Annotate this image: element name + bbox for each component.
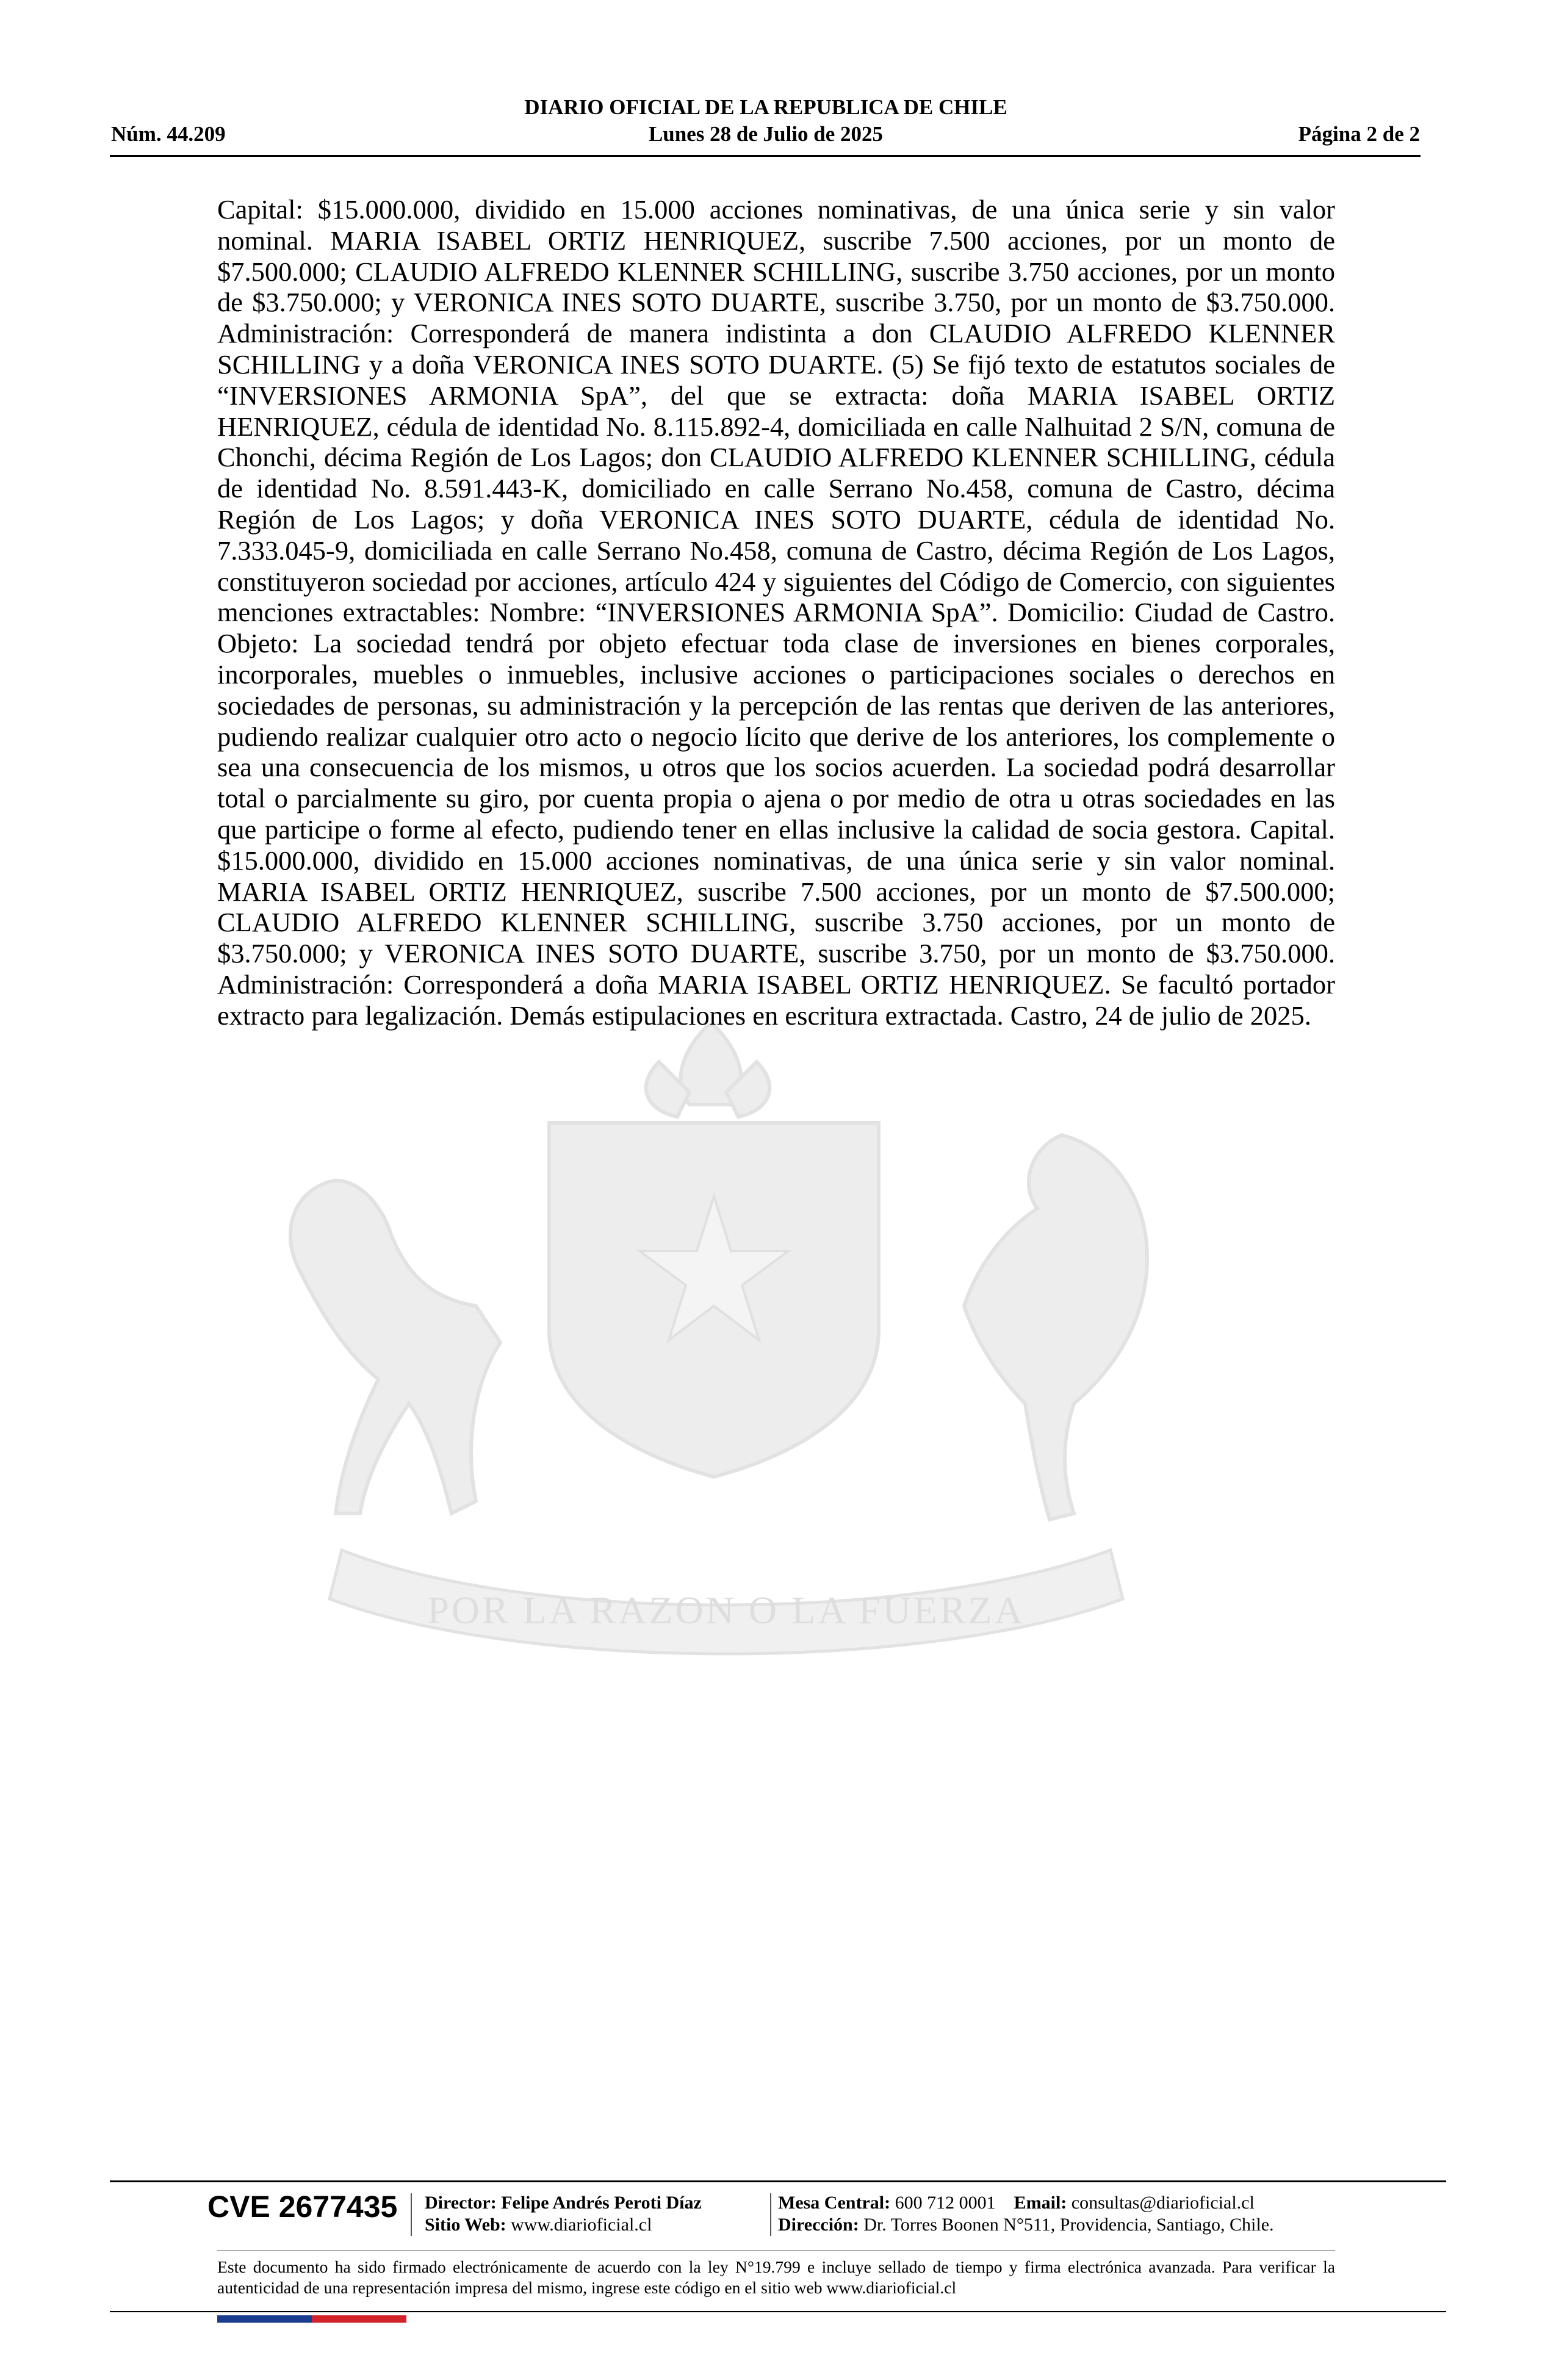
footer-divider-top bbox=[110, 2180, 1446, 2182]
footer-divider-mid bbox=[217, 2250, 1335, 2251]
footer-director-block bbox=[425, 2192, 702, 2236]
header-divider bbox=[110, 155, 1421, 157]
director-label: Director: bbox=[425, 2193, 497, 2213]
address-value: Dr. Torres Boonen N°511, Providencia, Santiago, Chile. bbox=[863, 2215, 1274, 2235]
email-label: Email: bbox=[1014, 2193, 1067, 2213]
footer-contact-block bbox=[778, 2192, 1274, 2236]
flag-stripe-blue bbox=[217, 2315, 312, 2323]
extract-body-text: Capital: $15.000.000, dividido en 15.000 acciones nominativas, de una única serie y sin valor nominal. MARIA ISABEL ORTIZ HENRIQUEZ, suscribe 7.500 acciones, por un monto de $7.500.000; CLAUDIO ALFREDO KLENNER SCHILLING, suscribe 3.750 acciones, por un monto de $3.750.000; y VERONICA INES SOTO DUARTE, suscribe 3.750, por un monto de $3.750.000. Administración: Corresponderá de manera indistinta a don CLAUDIO ALFREDO KLENNER SCHILLING y a doña VERONICA INES SOTO DUARTE. (5) Se fijó texto de estatutos sociales de “INVERSIONES ARMONIA SpA”, del que se extracta: doña MARIA ISABEL ORTIZ HENRIQUEZ, cédula de identidad No. 8.115.892-4, domiciliada en calle Nalhuitad 2 S/N, comuna de Chonchi, décima Región de Los Lagos; don CLAUDIO ALFREDO KLENNER SCHILLING, cédula de identidad No. 8.591.443-K, domiciliado en calle Serrano No.458, comuna de Castro, décima Región de Los Lagos; y doña VERONICA INES SOTO DUARTE, cédula de identidad No. 7.333.045-9, domiciliada en calle Serrano No.458, comuna de Castro, décima Región de Los Lagos, constituyeron sociedad por acciones, artículo 424 y siguientes del Código de Comercio, con siguientes menciones extractables: Nombre: “INVERSIONES ARMONIA SpA”. Domicilio: Ciudad de Castro. Objeto: La sociedad tendrá por objeto efectuar toda clase de inversiones en bienes corporales, incorporales, muebles o inmuebles, inclusive acciones o participaciones sociales o derechos en sociedades de personas, su administración y la percepción de las rentas que deriven de las anteriores, pudiendo realizar cualquier otro acto o negocio lícito que derive de los anteriores, los complemente o sea una consecuencia de los mismos, u otros que los socios acuerden. La sociedad podrá desarrollar total o parcialmente su giro, por cuenta propia o ajena o por medio de otra u otras sociedades en las que participe o forme al efecto, pudiendo tener en ellas inclusive la calidad de socia gestora. Capital. $15.000.000, dividido en 15.000 acciones nominativas, de una única serie y sin valor nominal. MARIA ISABEL ORTIZ HENRIQUEZ, suscribe 7.500 acciones, por un monto de $7.500.000; CLAUDIO ALFREDO KLENNER SCHILLING, suscribe 3.750 acciones, por un monto de $3.750.000; y VERONICA INES SOTO DUARTE, suscribe 3.750, por un monto de $3.750.000. Administración: Corresponderá a doña MARIA ISABEL ORTIZ HENRIQUEZ. Se facultó portador extracto para legalización. Demás estipulaciones en escritura extractada. Castro, 24 de julio de 2025. bbox=[217, 194, 1335, 1031]
address-label: Dirección: bbox=[778, 2215, 859, 2235]
issue-date: Lunes 28 de Julio de 2025 bbox=[648, 122, 884, 146]
footer-separator bbox=[411, 2193, 412, 2236]
coat-of-arms-watermark bbox=[207, 1013, 1257, 1697]
website-link[interactable]: www.diarioficial.cl bbox=[511, 2215, 652, 2235]
watermark-motto: POR LA RAZON O LA FUERZA bbox=[427, 1588, 1025, 1632]
director-name: Felipe Andrés Peroti Díaz bbox=[501, 2193, 702, 2213]
website-label: Sitio Web: bbox=[425, 2215, 506, 2235]
page-indicator: Página 2 de 2 bbox=[1298, 122, 1420, 146]
legal-note: Este documento ha sido firmado electrónicamente de acuerdo con la ley N°19.799 e incluye sellado de tiempo y firma electrónica avanzada. Para verificar la autenticidad de una representación impresa del mismo, ingrese este código en el sitio web www.diarioficial.cl bbox=[217, 2257, 1335, 2297]
phone-number: 600 712 0001 bbox=[895, 2193, 996, 2213]
footer-divider-bottom bbox=[110, 2311, 1446, 2312]
issue-number: Núm. 44.209 bbox=[111, 122, 226, 146]
footer-separator bbox=[770, 2193, 771, 2236]
flag-stripe-red bbox=[312, 2315, 406, 2323]
email-link[interactable]: consultas@diarioficial.cl bbox=[1071, 2193, 1255, 2213]
phone-label: Mesa Central: bbox=[778, 2193, 891, 2213]
cve-code: CVE 2677435 bbox=[207, 2190, 398, 2224]
publication-title: DIARIO OFICIAL DE LA REPUBLICA DE CHILE bbox=[524, 95, 1007, 119]
